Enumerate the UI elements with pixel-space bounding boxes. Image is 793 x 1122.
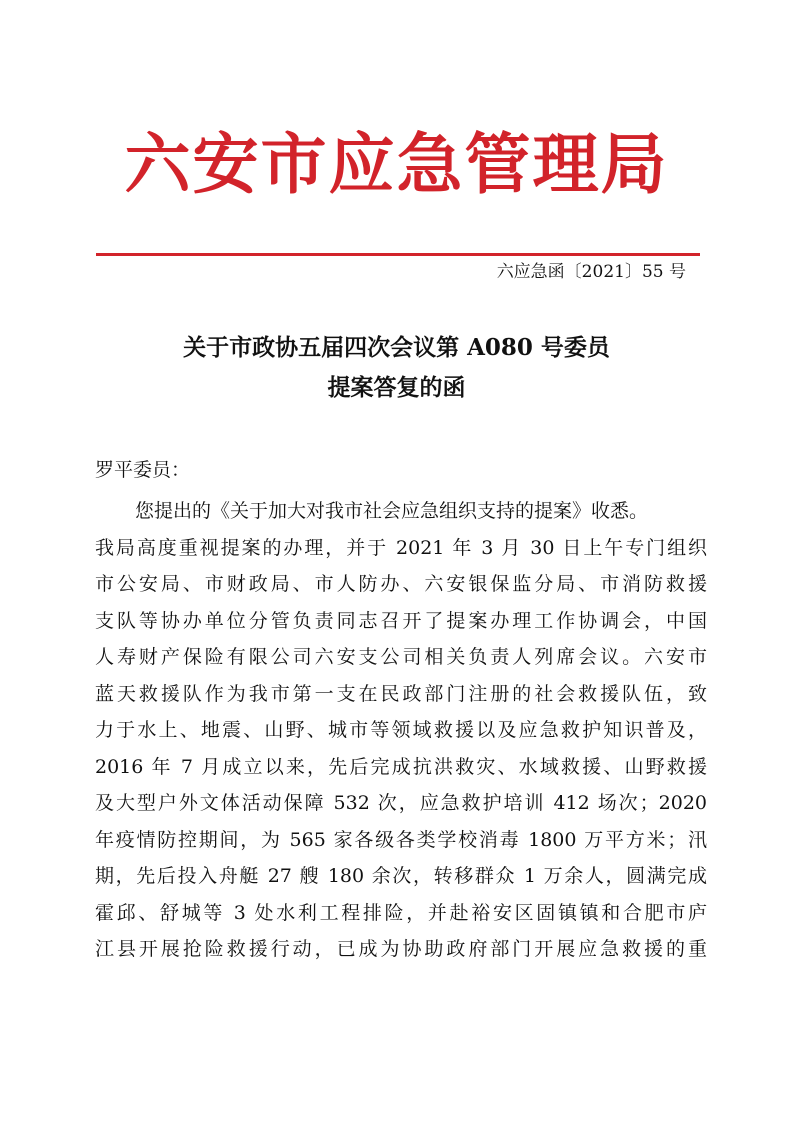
body-line: 人寿财产保险有限公司六安支公司相关负责人列席会议。六安市 xyxy=(95,646,707,668)
document-number: 六应急函〔2021〕55 号 xyxy=(496,262,686,282)
body-line: 支队等协办单位分管负责同志召开了提案办理工作协调会，中国 xyxy=(95,609,707,632)
red-divider-line xyxy=(96,253,700,256)
title-line-1: 关于市政协五届四次会议第 A080 号委员 xyxy=(183,334,610,361)
document-title xyxy=(80,328,713,408)
body-line: 市公安局、市财政局、市人防办、六安银保监分局、市消防救援 xyxy=(95,573,707,595)
title-line-2: 提案答复的函 xyxy=(327,374,466,401)
body-line: 期，先后投入舟艇 27 艘 180 余次，转移群众 1 万余人，圆满完成 xyxy=(95,865,707,887)
letter-body xyxy=(95,493,707,968)
body-line: 力于水上、地震、山野、城市等领域救援以及应急救护知识普及， xyxy=(95,719,707,741)
body-line: 2016 年 7 月成立以来，先后完成抗洪救灾、水域救援、山野救援 xyxy=(95,755,707,778)
body-line: 您提出的《关于加大对我市社会应急组织支持的提案》收悉。 xyxy=(135,500,649,522)
body-line: 霍邱、舒城等 3 处水利工程排险，并赴裕安区固镇镇和合肥市庐 xyxy=(95,901,707,924)
body-line: 及大型户外文体活动保障 532 次，应急救护培训 412 场次；2020 xyxy=(95,792,707,814)
body-line: 江县开展抢险救援行动，已成为协助政府部门开展应急救援的重 xyxy=(95,938,707,960)
body-line: 年疫情防控期间，为 565 家各级各类学校消毒 1800 万平方米；汛 xyxy=(95,828,707,851)
salutation: 罗平委员： xyxy=(95,459,191,481)
org-masthead: 六安市应急管理局 xyxy=(124,125,669,203)
body-line: 蓝天救援队作为我市第一支在民政部门注册的社会救援队伍，致 xyxy=(95,682,707,705)
body-line: 我局高度重视提案的办理，并于 2021 年 3 月 30 日上午专门组织 xyxy=(95,536,707,559)
